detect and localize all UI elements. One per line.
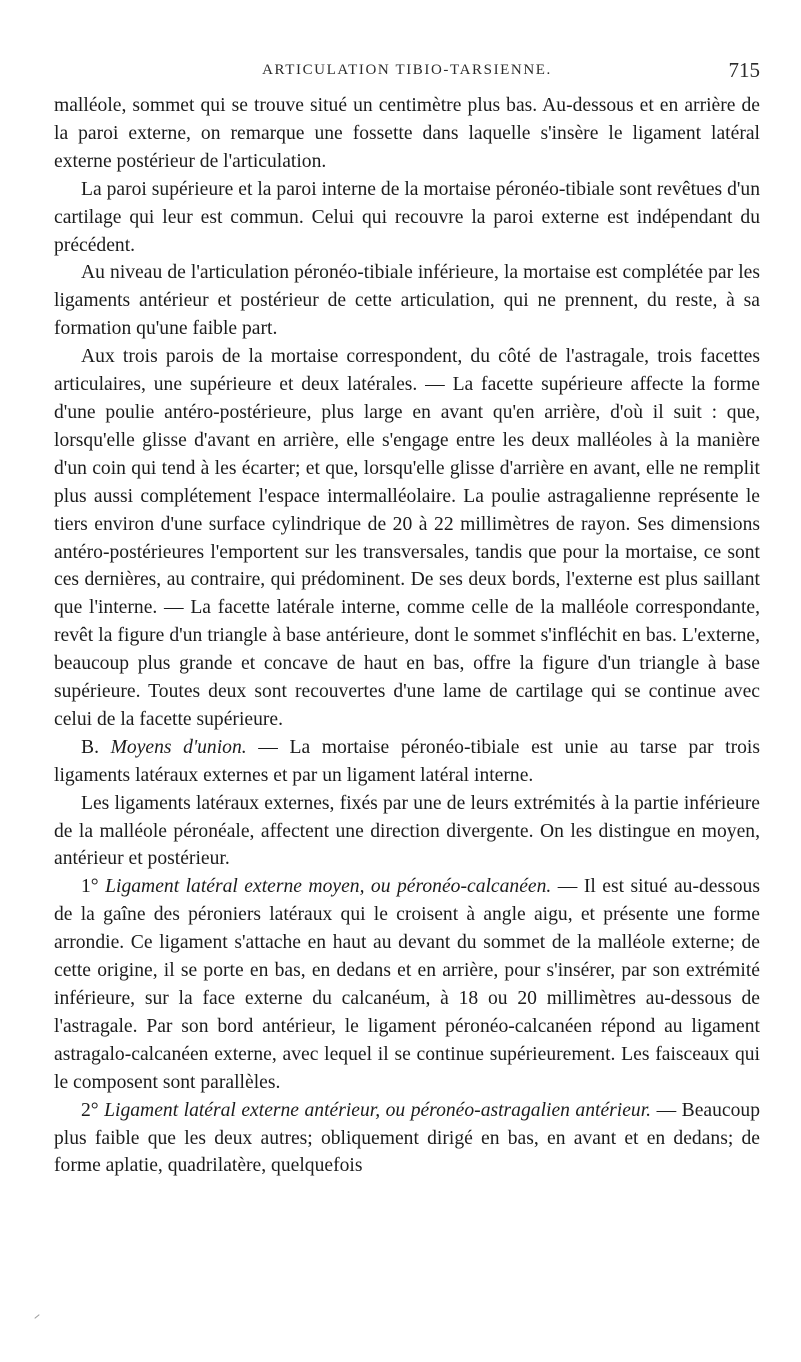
- paper-speck: [34, 1314, 39, 1319]
- paragraph-ligament-anterieur: [54, 1097, 760, 1181]
- page-number: 715: [728, 58, 760, 82]
- item-number: 2°: [81, 1099, 99, 1121]
- body-text: [54, 92, 760, 1180]
- running-head: [54, 58, 760, 86]
- section-title: Moyens d'union.: [110, 736, 247, 758]
- paragraph-ligaments-externes: Les ligaments latéraux externes, fixés par une de leurs extrémités à la partie inférieure de la malléole péronéale, affectent une direction divergente. On les distingue en moyen, antérieur et postérieur.: [54, 792, 760, 870]
- item-title: Ligament latéral externe antérieur, ou péronéo-astragalien antérieur.: [104, 1099, 652, 1121]
- paragraph-moyens-union: [54, 734, 760, 790]
- paragraph-ligament-moyen: [54, 873, 760, 1096]
- section-letter: B.: [81, 736, 99, 758]
- paragraph-paroi-superieure: La paroi supérieure et la paroi interne de la mortaise péronéo-tibiale sont revêtues d'un cartilage qui leur est commun. Celui qui recouvre la paroi externe est indépendant du précédent.: [54, 178, 760, 256]
- running-title: ARTICULATION TIBIO-TARSIENNE.: [262, 62, 552, 78]
- item-text: — Beaucoup plus faible que les deux autres; obliquement dirigé en bas, en avant et en dedans; de forme aplatie, quadrilatère, quelquefois: [54, 1099, 760, 1177]
- item-title: Ligament latéral externe moyen, ou péronéo-calcanéen.: [105, 876, 552, 898]
- item-number: 1°: [81, 876, 99, 898]
- section-text: — La mortaise péronéo-tibiale est unie au tarse par trois ligaments latéraux externes et par un ligament latéral interne.: [54, 736, 760, 786]
- paragraph-facettes-articulaires: Aux trois parois de la mortaise correspondent, du côté de l'astragale, trois facettes articulaires, une supérieure et deux latérales. — La facette supérieure affecte la forme d'une poulie antéro-postérieure, plus large en avant qu'en arrière, d'où il suit : que, lorsqu'elle glisse d'avant en arrière, elle s'engage entre les deux malléoles à la manière d'un coin qui tend à les écarter; et que, lorsqu'elle glisse d'arrière en avant, elle ne remplit plus aussi complétement l'espace intermalléolaire. La poulie astragalienne représente le tiers environ d'une surface cylindrique de 20 à 22 millimètres de rayon. Ses dimensions antéro-postérieures l'emportent sur les transversales, tandis que pour la mortaise, ce sont ces dernières, au contraire, qui prédominent. De ses deux bords, l'externe est plus saillant que l'interne. — La facette latérale interne, comme celle de la malléole correspondante, revêt la figure d'un triangle à base antérieure, dont le sommet s'infléchit en bas. L'externe, beaucoup plus grande et concave de haut en bas, offre la figure d'un triangle à base supérieure. Toutes deux sont recouvertes d'une lame de cartilage qui se continue avec celui de la facette supérieure.: [54, 346, 760, 730]
- item-text: — Il est situé au-dessous de la gaîne des péroniers latéraux qui le croisent à angle aigu, et présente une forme arrondie. Ce ligament s'attache en haut au devant du sommet de la malléole externe; de cette origine, il se porte en bas, en dedans et en arrière, pour s'insérer, par son extrémité inférieure, sur la face externe du calcanéum, à 18 ou 20 millimètres au-dessous de l'astragale. Par son bord antérieur, le ligament péronéo-calcanéen répond au ligament astragalo-calcanéen externe, avec lequel il se continue supérieurement. Les faisceaux qui le composent sont parallèles.: [54, 876, 760, 1093]
- paragraph-articulation-inferieure: Au niveau de l'articulation péronéo-tibiale inférieure, la mortaise est complétée par les ligaments antérieur et postérieur de cette articulation, qui ne prennent, du reste, à sa formation qu'une faible part.: [54, 262, 760, 340]
- paragraph-continuation: malléole, sommet qui se trouve situé un centimètre plus bas. Au-dessous et en arrière de la paroi externe, on remarque une fossette dans laquelle s'insère le ligament latéral externe postérieur de l'articulation.: [54, 95, 760, 172]
